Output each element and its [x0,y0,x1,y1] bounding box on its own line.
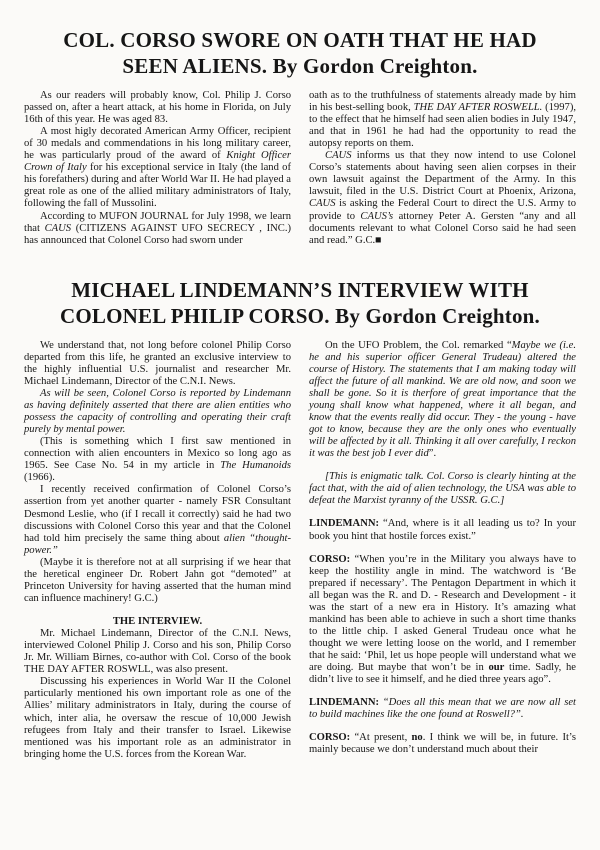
article1-right-column [309,90,576,247]
dialogue-lindemann: LINDEMANN: “Does all this mean that we are now all set to build machines like the one found at Roswell?”. [309,697,576,721]
article2-right-column [309,340,576,761]
paragraph: (Maybe it is therefore not at all surprising if we hear that the heretical engineer Dr. Robert Jahn got “demoted” at Princeton University for having asserted that the human mind can influence machinery! G.C.) [24,556,291,604]
paragraph: oath as to the truthfulness of statements already made by him in his best-selling book, THE DAY AFTER ROSWELL. (1997), to the effect that he himself had seen alien bodies in July 1947, and that in 1961 he had had the opportunity to read the autopsy reports on them. [309,89,577,150]
paragraph: CAUS informs us that they now intend to use Colonel Corso’s statements about having seen alien corpses in their own lawsuit against the Department of the Army. In this lawsuit, filed in the U.S. District Court at Phoenix, Arizona, CAUS is asking the Federal Court to direct the U.S. Army to provide to CAUS’s attorney Peter A. Gersten “any and all documents relevant to what Colonel Corso said he had seen and read.” G.C.■ [309,150,576,246]
dialogue-corso: CORSO: “At present, no. I think we will be, in future. It’s mainly because we don’t understand much about their [309,732,576,756]
article2-left-column [24,340,291,761]
paragraph: According to MUFON JOURNAL for July 1998, we learn that CAUS (CITIZENS AGAINST UFO SECRECY , INC.) has announced that Colonel Corso had sworn under [24,210,291,246]
section-heading: THE INTERVIEW. [112,616,203,627]
article1-headline-line1: COL. CORSO SWORE ON OATH THAT HE HAD [63,28,537,52]
paragraph: We understand that, not long before colonel Philip Corso departed from this life, he granted an exclusive interview to the highly influential U.S. journalist and researcher Mr. Michael Lindemann, Director of the C.N.I. News. [24,339,291,387]
article1-left-column [24,90,291,247]
paragraph: Mr. Michael Lindemann, Director of the C.N.I. News, interviewed Colonel Philip J. Corso and his son, Philip Corso Jr. Mr. William Birnes, co-author with Col. Corso of the book THE DAY AFTER ROSWLL, was also present. [24,628,291,676]
article2-headline-line2: COLONEL PHILIP CORSO. By Gordon Creighton. [59,304,540,329]
dialogue-lindemann: LINDEMANN: “And, where is it all leading us to? In your book you hint that hostile forces exist.” [309,518,576,542]
article2-headline [24,247,576,330]
paragraph: I recently received confirmation of Colonel Corso’s assertion from yet another quarter - namely FSR Consultant Desmond Leslie, who (if I recall it correctly) said he had two discussions with Colonel Corso this year and that the Colonel had told him precisely the same thing about alien “thought-power.” [24,484,291,556]
paragraph: Discussing his experiences in World War II the Colonel particularly mentioned his own important role as one of the Allies’ military administrators in Italy, during the course of which, inter alia, he oversaw the rescue of 10,000 Jewish refugees from Italy and their transfer to Israel. Likewise mentioned was his important role as an administrator in bringing home the U.S. forces from the Korean War. [24,676,291,760]
paragraph: (This is something which I first saw mentioned in connection with alien encounters in Mexico so long ago as 1965. See Case No. 54 in my article in The Humanoids (1966). [24,436,292,484]
dialogue-corso: CORSO: “When you’re in the Military you always have to keep the hostility angle in mind. The watchword is ‘Be prepared if necessary’. The Pentagon Department in which it all began was the R. and D. - Research and Development - it was the start of a new era in History. It’s amazing what mankind has been able to achieve in such a short time thanks to the little chip. I asked General Trudeau once what he thought we were letting loose on the world, and I remember that he said: ‘Phil, let us hope people will understand what we are doing. But maybe that won’t be in our time. Sadly, he didn’t live to see it himself, and he died three years ago”. [309,553,577,686]
article1-body [24,90,576,247]
article2-headline-line1: MICHAEL LINDEMANN’S INTERVIEW WITH [71,277,529,302]
paragraph: [This is enigmatic talk. Col. Corso is clearly hinting at the fact that, with the aid of alien technology, the USA was able to defeat the Marxist tyranny of the USSR. G.C.] [309,471,576,507]
paragraph: On the UFO Problem, the Col. remarked “Maybe we (i.e. he and his superior officer General Trudeau) altered the course of History. The statements that I am making today will affect the future of all mankind. We are old now, and soon we shall be gone. So it is therfore of great importance that the young shall know what happened, where it all began, and know that the events really did occur. They - the young - have got to know, because they are the only ones who eventually will be affected by it all. Thinking it all over carefully, I reckon it was the best job I ever did”. [309,339,577,460]
article2-body [24,340,576,761]
article1-headline-line2: SEEN ALIENS. By Gordon Creighton. [122,54,478,79]
paragraph: As will be seen, Colonel Corso is reported by Lindemann as having definitely asserted that there are alien entities who possess the capacity of controlling and operating their craft purely by mental power. [24,387,291,436]
paragraph: A most higly decorated American Army Officer, recipient of 30 medals and commendations in his long military career, he was particularly proud of the award of Knight Officer Crown of Italy for his exceptional service in Italy (the land of his forefathers) during and after World War II. He had played a great role as one of the allied military administrators of Italy, following the fall of Mussolini. [24,126,292,210]
article1-headline [24,0,576,80]
paragraph: As our readers will probably know, Col. Philip J. Corso passed on, after a heart attack, at his home in Florida, on July 16th of this year. He was aged 83. [24,89,291,126]
